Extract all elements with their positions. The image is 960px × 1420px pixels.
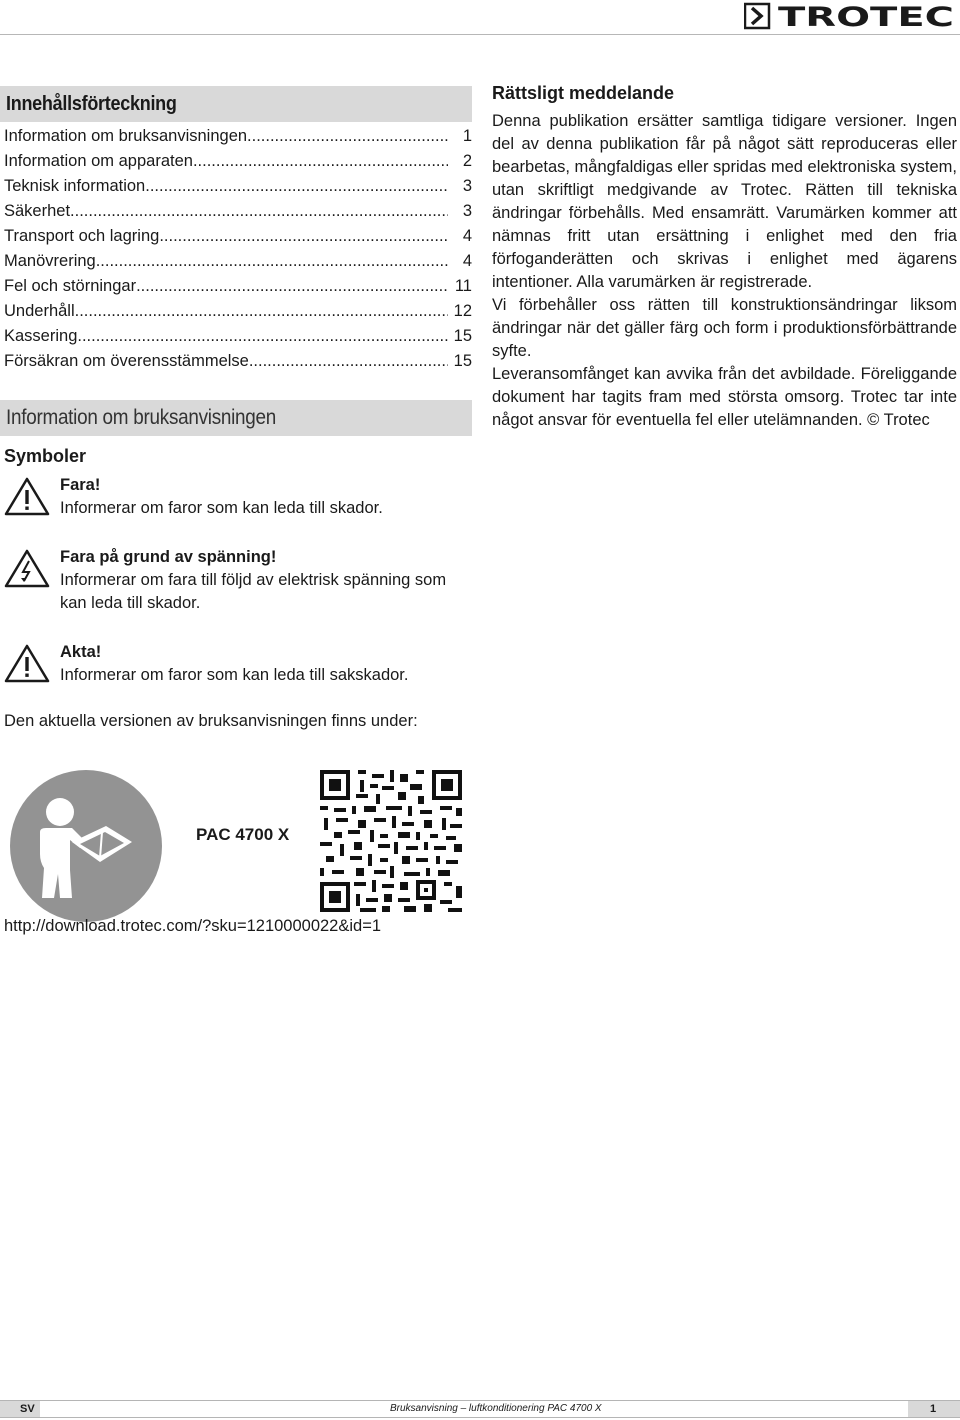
svg-text:TROTEC: TROTEC [778,2,954,30]
toc-item[interactable]: Fel och störningar ..... 11 [4,277,472,302]
toc-item[interactable]: Försäkran om överensstämmelse ..... 15 [4,352,472,377]
symbol-description: Informerar om fara till följd av elektrisk spänning som kan leda till skador. [60,571,447,612]
footer-language: SV [0,1401,40,1417]
footer-document-title: Bruksanvisning – luftkonditionering PAC 4700 X [390,1403,602,1414]
toc-item[interactable]: Teknisk information ..... 3 [4,177,472,202]
model-name: PAC 4700 X [196,825,290,844]
toc-list [4,127,472,377]
symbol-title: Fara! [60,476,101,494]
legal-paragraph: Denna publikation ersätter samtliga tidigare versioner. Ingen del av denna publikation får på något sätt reproduceras eller bearbetas, mångfaldigas eller spridas med elektroniska system, utan skriftligt medgivande av Trotec. Rätten till tekniska ändringar förbehålls. Med ensamrätt. Varumärken kommer att nämnas fritt utan ersättning i enlighet med den fria förfoganderätten och skrivas i enlighet med ägarens intentioner. Alla varumärken är registrerade. [492,112,957,291]
toc-item[interactable]: Manövrering ..... 4 [4,252,472,277]
toc-item[interactable]: Kassering ..... 15 [4,327,472,352]
symbol-danger [4,474,474,524]
toc-item[interactable]: Underhåll ..... 12 [4,302,472,327]
read-manual-icon [10,770,162,922]
symbol-title: Akta! [60,643,102,661]
section-title-bar [0,400,472,436]
legal-paragraph: Leveransomfånget kan avvika från det avbildade. Föreliggande dokument har tagits fram med största omsorg. Trotec tar inte något ansvar för eventuella fel eller utelämnanden. © Trotec [492,365,957,429]
symbol-description: Informerar om faror som kan leda till sakskador. [60,666,409,684]
toc-item[interactable]: Transport och lagring ..... 4 [4,227,472,252]
symbol-title: Fara på grund av spänning! [60,548,277,566]
symbol-description: Informerar om faror som kan leda till skador. [60,499,383,517]
legal-notice-title: Rättsligt meddelande [492,83,675,103]
legal-notice-body [492,110,957,432]
header-divider [0,34,960,35]
symbol-caution [4,641,474,691]
warning-triangle-icon [4,643,50,683]
toc-item[interactable]: Säkerhet ..... 3 [4,202,472,227]
qr-code-icon[interactable] [320,770,462,912]
symbols-heading: Symboler [4,446,87,466]
high-voltage-icon [4,548,50,588]
download-url[interactable]: http://download.trotec.com/?sku=1210000022&id=1 [4,917,382,935]
page-footer [0,1400,960,1418]
toc-title-bar [0,86,472,122]
toc-item[interactable]: Information om apparaten ..... 2 [4,152,472,177]
warning-triangle-icon [4,476,50,516]
symbol-voltage [4,546,474,618]
footer-page-number: 1 [908,1401,960,1417]
version-note: Den aktuella versionen av bruksanvisningen finns under: [4,712,418,730]
trotec-logo [744,2,956,30]
legal-paragraph: Vi förbehåller oss rätten till konstruktionsändringar liksom ändringar när det gäller färg och form i produktionsförbättrande syfte. [492,296,957,360]
toc-item[interactable]: Information om bruksanvisningen ..... 1 [4,127,472,152]
toc-title: Innehållsförteckning [6,92,177,115]
section-title: Information om bruksanvisningen [6,406,277,429]
